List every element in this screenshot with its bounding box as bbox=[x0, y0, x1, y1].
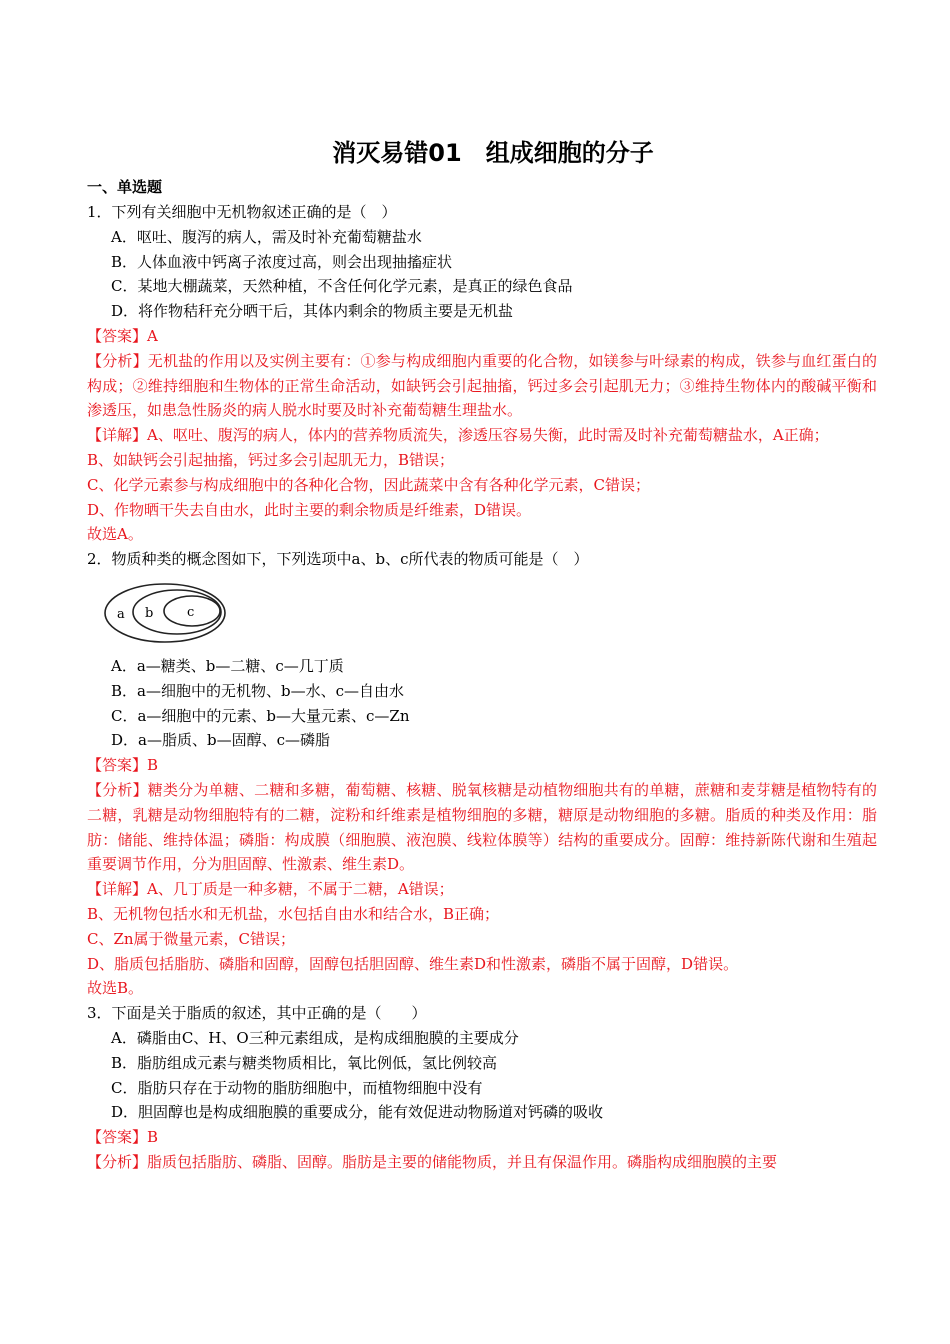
detail-line: D、脂质包括脂肪、磷脂和固醇，固醇包括胆固醇、维生素D和性激素，磷脂不属于固醇，D错误。 bbox=[87, 954, 739, 973]
option-a: A．磷脂由C、H、O三种元素组成，是构成细胞膜的主要成分 bbox=[111, 1028, 519, 1047]
question-stem: 2．物质种类的概念图如下，下列选项中a、b、c所代表的物质可能是（ ） bbox=[87, 550, 589, 569]
label-c: c bbox=[187, 604, 195, 620]
section-heading: 一、单选题 bbox=[87, 178, 163, 196]
option-d: D．胆固醇也是构成细胞膜的重要成分，能有效促进动物肠道对钙磷的吸收 bbox=[111, 1103, 604, 1122]
page-title: 消灭易错01 组成细胞的分子 bbox=[332, 139, 654, 167]
detail-line: B、如缺钙会引起抽搐，钙过多会引起肌无力，B错误； bbox=[87, 450, 455, 469]
detail-line: C、Zn属于微量元素，C错误； bbox=[87, 929, 296, 948]
analysis-paragraph: 【分析】糖类分为单糖、二糖和多糖，葡萄糖、核糖、脱氧核糖是动植物细胞共有的单糖，蔗糖和麦芽糖是植物特有的二糖，乳糖是动物细胞特有的二糖，淀粉和纤维素是植物细胞的多糖，糖原是动物细胞的多糖。脂质的种类及作用：脂肪：储能、维持体温；磷脂：构成膜（细胞膜、液泡膜、线粒体膜等）结构的重要成分。固醇：维持新陈代谢和生殖起重要调节作用，分为胆固醇、性激素、维生素D。 bbox=[87, 780, 877, 874]
label-a: a bbox=[117, 606, 125, 622]
option-c: C．脂肪只存在于动物的脂肪细胞中，而植物细胞中没有 bbox=[111, 1078, 483, 1097]
detail-line: C、化学元素参与构成细胞中的各种化合物，因此蔬菜中含有各种化学元素，C错误； bbox=[87, 475, 650, 494]
option-d: D．a—脂质、b—固醇、c—磷脂 bbox=[111, 731, 330, 750]
answer-line: 【答案】B bbox=[87, 756, 159, 775]
nested-ellipse-diagram bbox=[97, 578, 237, 648]
detail-line: 【详解】A、呕吐、腹泻的病人，体内的营养物质流失，渗透压容易失衡，此时需及时补充葡萄糖盐水，A正确； bbox=[87, 426, 829, 445]
option-a: A．呕吐、腹泻的病人，需及时补充葡萄糖盐水 bbox=[111, 227, 422, 246]
analysis-paragraph: 【分析】脂质包括脂肪、磷脂、固醇。脂肪是主要的储能物质，并且有保温作用。磷脂构成细胞膜的主要 bbox=[87, 1152, 778, 1171]
label-b: b bbox=[145, 605, 154, 621]
answer-line: 【答案】B bbox=[87, 1128, 159, 1147]
detail-line: D、作物晒干失去自由水，此时主要的剩余物质是纤维素，D错误。 bbox=[87, 500, 532, 519]
detail-line: 【详解】A、几丁质是一种多糖，不属于二糖，A错误； bbox=[87, 880, 454, 899]
conclusion-line: 故选A。 bbox=[87, 525, 143, 544]
option-b: B．脂肪组成元素与糖类物质相比，氧比例低，氢比例较高 bbox=[111, 1053, 498, 1072]
option-d: D．将作物秸秆充分晒干后，其体内剩余的物质主要是无机盐 bbox=[111, 302, 514, 321]
question-list bbox=[87, 200, 877, 1175]
option-b: B．a—细胞中的无机物、b—水、c—自由水 bbox=[111, 681, 404, 700]
option-c: C．a—细胞中的元素、b—大量元素、c—Zn bbox=[111, 706, 410, 725]
question-stem: 3．下面是关于脂质的叙述，其中正确的是（ ） bbox=[87, 1004, 427, 1023]
answer-line: 【答案】A bbox=[87, 326, 158, 345]
detail-line: B、无机物包括水和无机盐，水包括自由水和结合水，B正确； bbox=[87, 904, 500, 923]
question-stem: 1．下列有关细胞中无机物叙述正确的是（ ） bbox=[87, 203, 397, 221]
analysis-paragraph: 【分析】无机盐的作用以及实例主要有：①参与构成细胞内重要的化合物，如镁参与叶绿素的构成，铁参与血红蛋白的构成；②维持细胞和生物体的正常生命活动，如缺钙会引起抽搐，钙过多会引起肌无力；③维持生物体内的酸碱平衡和渗透压，如患急性肠炎的病人脱水时要及时补充葡萄糖生理盐水。 bbox=[87, 351, 877, 420]
option-c: C．某地大棚蔬菜，天然种植，不含任何化学元素，是真正的绿色食品 bbox=[111, 277, 573, 296]
conclusion-line: 故选B。 bbox=[87, 979, 144, 998]
option-b: B．人体血液中钙离子浓度过高，则会出现抽搐症状 bbox=[111, 252, 453, 271]
option-a: A．a—糖类、b—二糖、c—几丁质 bbox=[111, 656, 344, 675]
